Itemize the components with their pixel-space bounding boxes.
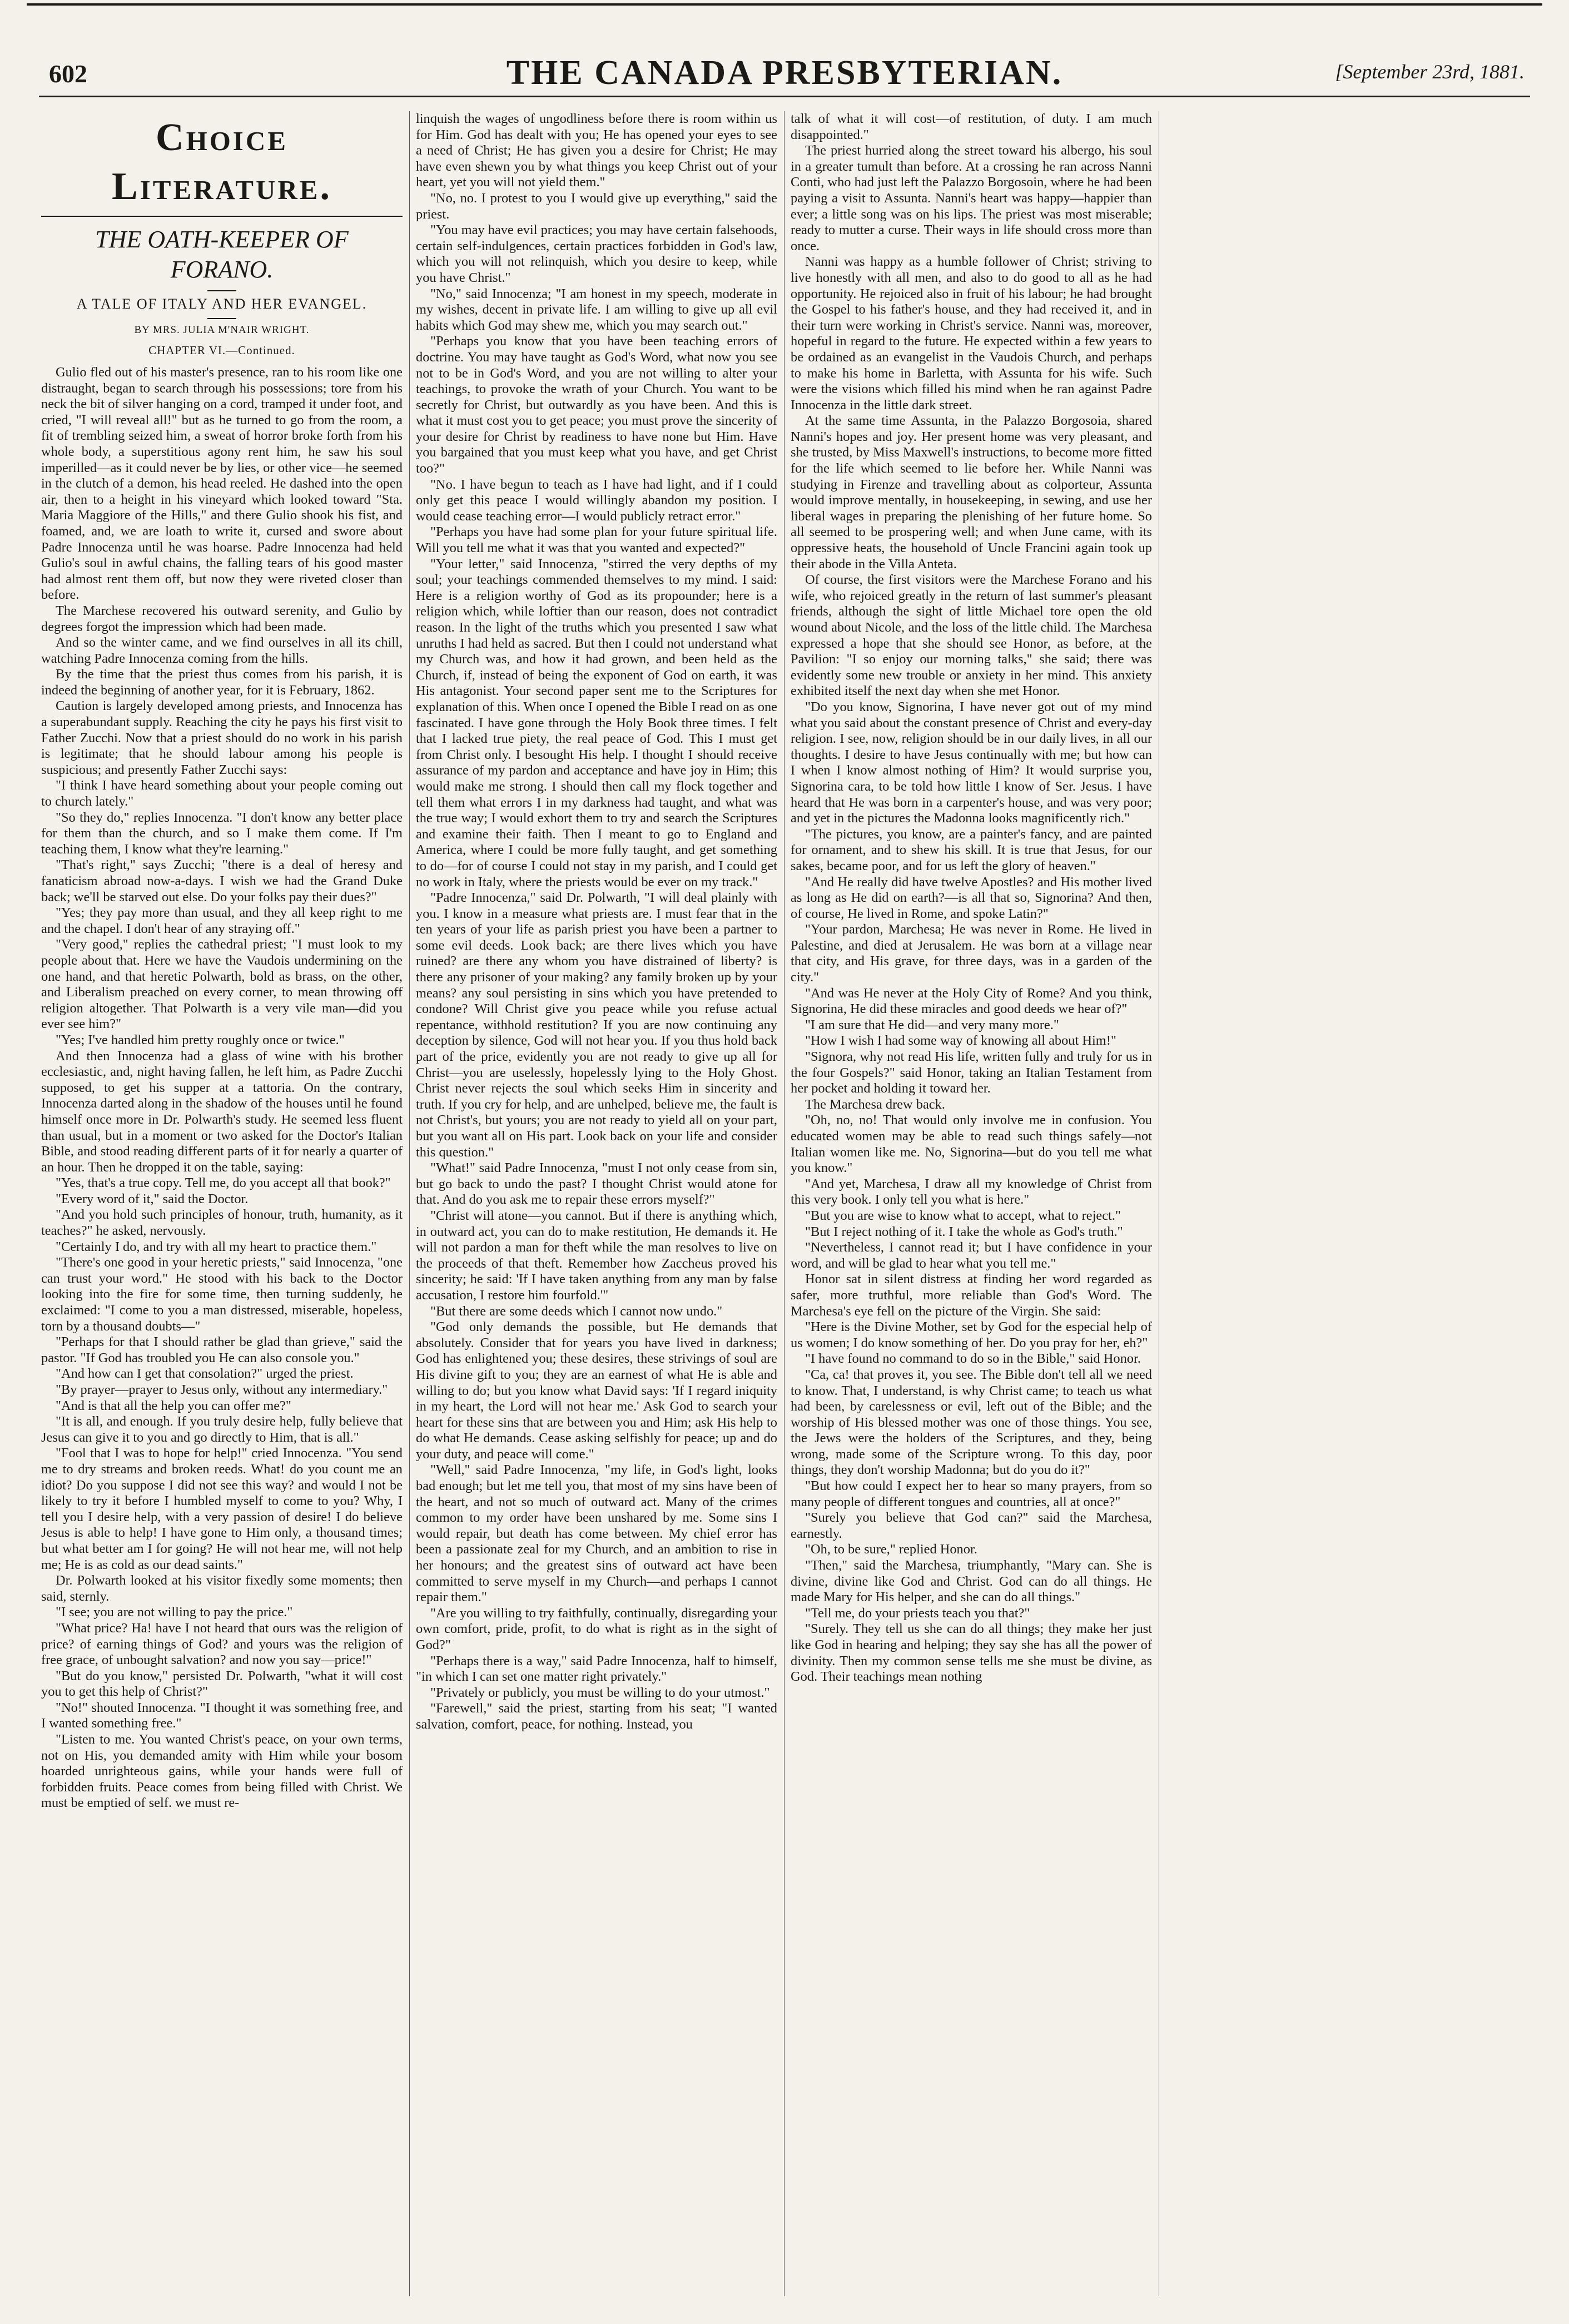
paragraph: "So they do," replies Innocenza. "I don't know any better place for them than the church, and so I make them come. If I'm teaching them, I know what they're learning." <box>41 810 403 857</box>
paragraph: "And yet, Marchesa, I draw all my knowledge of Christ from this very book. I only tell you what is here." <box>791 1176 1152 1208</box>
paragraph: Caution is largely developed among priests, and Innocenza has a superabundant supply. Reaching the city he pays his first visit to Father Zucchi. Now that a priest should do no work in his parish is legitimate; that he should labour among his people is suspicious; and presently Father Zucchi says: <box>41 698 403 777</box>
paragraph: "Padre Innocenza," said Dr. Polwarth, "I will deal plainly with you. I know in a measure what priests are. I must fear that in the ten years of your life as parish priest you have been a partner to some evil deeds. Look back; are there lives which you have ruined? are there any whom you have distrained of liberty? is there any prisoner of your making? any family broken up by your means? any soul persisting in sins which you have pretended to condone? Will Christ give you peace while you refuse actual repentance, withhold restitution? If you are now continuing any deception by silence, God will not hear you. If you thus hold back part of the price, evidently you are not ready to give up all for Christ—you are uselessly, hopelessly lying to the Holy Ghost. Christ never rejects the soul which seeks Him in sincerity and truth. If you cry for help, and are unhelped, believe me, the fault is not Christ's, but yours; you are not ready to yield all on your part, but you want all on His part. Look back on your life and consider this question." <box>416 890 777 1160</box>
paragraph: "Surely. They tell us she can do all things; they make her just like God in hearing and helping; they say she has all the power of divinity. Then my common sense tells me she must be divine, as God. Their teachings mean nothing <box>791 1621 1152 1685</box>
column-2-text <box>416 111 777 1733</box>
paragraph: Honor sat in silent distress at finding her word regarded as safer, more truthful, more reliable than God's Word. The Marchesa's eye fell on the picture of the Virgin. She said: <box>791 1272 1152 1319</box>
column-3 <box>791 111 1152 2296</box>
paragraph: "Yes, that's a true copy. Tell me, do you accept all that book?" <box>56 1175 391 1191</box>
paragraph: "But I reject nothing of it. I take the whole as God's truth." <box>805 1224 1123 1239</box>
masthead <box>39 53 1530 93</box>
paragraph: "What!" said Padre Innocenza, "must I not only cease from sin, but go back to undo the past? I thought Christ would atone for that. And do you ask me to repair these errors myself?" <box>416 1160 777 1208</box>
paragraph: "Oh, no, no! That would only involve me in confusion. You educated women may be able to read such things safely—not Italian women like me. No, Signorina—but do you tell me what you know." <box>791 1113 1152 1176</box>
column-1 <box>41 111 403 2296</box>
story-title: THE OATH-KEEPER OF FORANO. <box>95 226 349 283</box>
column-3-text <box>791 111 1152 1685</box>
paragraph: "You may have evil practices; you may have certain falsehoods, certain self-indulgences, certain practices forbidden in God's law, which you will not relinquish, which you desire to keep, while you have Christ." <box>416 222 777 285</box>
paragraph: "Fool that I was to hope for help!" cried Innocenza. "You send me to dry streams and broken reeds. What! do you count me an idiot? Do you suppose I did not see this way? and would I not be likely to try it before I humbled myself to come to you? Why, I tell you I desire help, with a very passion of desire! I do believe Jesus is able to help! I have gone to Him only, a thousand times; but what better am I for going? He will not hear me, will not help me; He is as cold as our dead saints." <box>41 1446 403 1572</box>
paragraph: "But you are wise to know what to accept, what to reject." <box>805 1208 1121 1223</box>
paragraph: "Yes; they pay more than usual, and they all keep right to me and the chapel. I don't hear of any straying off." <box>41 905 403 936</box>
paragraph: "Ca, ca! that proves it, you see. The Bible don't tell all we need to know. That, I understand, is why Christ came; to teach us what had been, by carelessness or evil, left out of the Bible; and the worship of His blessed mother was one of those things. You see, the Jews were the holders of the Scriptures, and they, being wrong, made some of the Scripture wrong. To this day, poor things, they don't worship Madonna; but do you do it?" <box>791 1367 1152 1478</box>
chapter-line: CHAPTER VI.—Continued. <box>148 344 295 357</box>
paragraph: "Certainly I do, and try with all my heart to practice them." <box>56 1239 377 1254</box>
paragraph: "No. I have begun to teach as I have had light, and if I could only get this peace I would willingly abandon my position. I would cease teaching error—I would publicly retract error." <box>416 476 777 524</box>
paragraph: Nanni was happy as a humble follower of Christ; striving to live honestly with all men, and also to do good to all as he had opportunity. He rejoiced also in fruit of his labour; he had brought the Gospel to his father's house, and they had received it, and in their turn were working in Christ's service. Nanni was, moreover, hopeful in regard to the future. He expected within a few years to be ordained as an evangelist in the Vaudois Church, and perhaps to make his home in Barletta, with Assunta for his wife. Such were the visions which filled his mind when he ran against Padre Innocenza in the little dark street. <box>791 254 1152 413</box>
paragraph: And then Innocenza had a glass of wine with his brother ecclesiastic, and, night having fallen, he left him, as Padre Zucchi supposed, to get his supper at a tattoria. On the contrary, Innocenza darted along in the shadow of the houses until he found himself once more in Dr. Polwarth's study. He seemed less fluent than usual, but in a moment or two asked for the Doctor's Italian Bible, and stood reading different parts of it for nearly a quarter of an hour. Then he dropped it on the table, saying: <box>41 1048 403 1175</box>
paragraph: "What price? Ha! have I not heard that ours was the religion of price? of earning things of God? and yours was the religion of free grace, of unbought salvation? and now you say—price!" <box>41 1620 403 1668</box>
paragraph: "Christ will atone—you cannot. But if there is anything which, in outward act, you can do to make restitution, He demands it. He will not pardon a man for theft while the man resolves to live on the proceeds of that theft. Remember how Zaccheus proved his sincerity; he said: 'If I have taken anything from any man by false accusation, I restore him fourfold.'" <box>416 1208 777 1303</box>
paragraph: talk of what it will cost—of restitution, of duty. I am much disappointed." <box>791 111 1152 142</box>
paragraph: "By prayer—prayer to Jesus only, without any intermediary." <box>56 1382 388 1397</box>
paragraph: "Farewell," said the priest, starting from his seat; "I wanted salvation, comfort, peace, for nothing. Instead, you <box>416 1701 777 1732</box>
newspaper-title: THE CANADA PRESBYTERIAN. <box>506 54 1063 92</box>
paragraph: "That's right," says Zucchi; "there is a deal of heresy and fanaticism abroad now-a-days. I wish we had the Grand Duke back; we'll be starved out else. Do your folks pay their dues?" <box>41 857 403 905</box>
paragraph: "Yes; I've handled him pretty roughly once or twice." <box>56 1032 345 1047</box>
story-subtitle: A TALE OF ITALY AND HER EVANGEL. <box>76 296 368 312</box>
paragraph: "And is that all the help you can offer me?" <box>56 1398 291 1413</box>
paragraph: Dr. Polwarth looked at his visitor fixedly some moments; then said, sternly. <box>41 1573 403 1604</box>
column-divider <box>409 111 410 2296</box>
paragraph: "Signora, why not read His life, written fully and truly for us in the four Gospels?" said Honor, taking an Italian Testament from her pocket and holding it toward her. <box>791 1049 1152 1096</box>
paragraph: "Your pardon, Marchesa; He was never in Rome. He lived in Palestine, and died at Jerusalem. He was born at a village near that city, and His grave, for three days, was in a garden of the city." <box>791 922 1152 985</box>
paragraph: "Surely you believe that God can?" said the Marchesa, earnestly. <box>791 1510 1152 1541</box>
paragraph: The priest hurried along the street toward his albergo, his soul in a greater tumult than before. At a crossing he ran across Nanni Conti, who had just left the Palazzo Borgosoin, where he had been paying a visit to Assunta. Nanni's heart was happy—happier than ever; a little song was on his lips. The priest was most miserable; ready to mutter a curse. Their ways in life should cross more than once. <box>791 143 1152 254</box>
paragraph: "Perhaps you have had some plan for your future spiritual life. Will you tell me what it was that you wanted and expected?" <box>416 524 777 556</box>
page-columns <box>41 111 1528 2296</box>
subtitle-dash <box>207 318 236 319</box>
paragraph: "Your letter," said Innocenza, "stirred the very depths of my soul; your teachings commended themselves to my mind. I said: Here is a religion worthy of God as its propounder; here is a religion which, while loftier than our reason, does not contradict reason. In the light of the truths which you presented I saw what unruths I had held as sacred. But then I could not understand what my Church was, and how it had grown, and been held as the Church, if, instead of being the exponent of God on earth, it was His antagonist. Your second paper sent me to the Scriptures for explanation of this. When once I opened the Bible I read on as one fascinated. I have gone through the Holy Book three times. I felt that I lacked true piety, the real peace of God. This I must get from Christ only. I besought His help. I thought I should receive assurance of my pardon and acceptance and have joy in Him; this would make me strong. I should then call my flock together and tell them what errors I in my darkness had taught, and what was the true way; I would exhort them to try and search the Scriptures and examine their faith. Then I meant to go to England and America, where I could be more fully taught, and get something to do—for of course I could not stay in my parish, and I could get no work in Italy, where the priests would be ever on my track." <box>416 556 777 890</box>
paragraph: "Privately or publicly, you must be willing to do your utmost." <box>430 1685 770 1700</box>
paragraph: "I have found no command to do so in the Bible," said Honor. <box>805 1351 1141 1367</box>
paragraph: "No," said Innocenza; "I am honest in my speech, moderate in my wishes, decent in private life. I am willing to give up all evil habits which God may shew me, which you may search out." <box>416 286 777 333</box>
paragraph: "I am sure that He did—and very many more." <box>805 1017 1059 1032</box>
paragraph: "How I wish I had some way of knowing all about Him!" <box>805 1033 1116 1049</box>
paragraph: "And He really did have twelve Apostles? and His mother lived as long as He did on earth?—is all that so, Signorina? And then, of course, He lived in Rome, and spoke Latin?" <box>791 874 1152 921</box>
column-2 <box>416 111 777 2296</box>
paragraph: The Marchese recovered his outward serenity, and Gulio by degrees forgot the impression which had been made. <box>41 603 403 634</box>
column-1-text <box>41 365 403 1811</box>
paragraph: "Are you willing to try faithfully, continually, disregarding your own comfort, pride, profit, to do what is right as in the sight of God?" <box>416 1605 777 1652</box>
paragraph: "Well," said Padre Innocenza, "my life, in God's light, looks bad enough; but let me tell you, that most of my sins have been of the heart, and not so much of outward act. Many of the crimes common to my order have been unshared by me. Some sins I would repair, but death has come between. My chief error has been a passionate zeal for my Church, and an ambition to rise in her honours; and the greatest sins of outward act have been committed to serve myself in my Church—and perhaps I cannot repair them." <box>416 1462 777 1605</box>
paragraph: "Perhaps you know that you have been teaching errors of doctrine. You may have taught as God's Word, what now you see not to be in God's Word, and you are not willing to alter your teachings, to provoke the wrath of your Church. You want to be secretly for Christ, but outwardly as you have been. And this is what it must cost you to get peace; you must prove the sincerity of your desire for Christ by readiness to have none but Him. Have you bargained that you must keep what you have, and get Christ too?" <box>416 334 777 476</box>
issue-date: [September 23rd, 1881. <box>1335 61 1525 83</box>
paragraph: "Listen to me. You wanted Christ's peace, on your own terms, not on His, you demanded amity with Him while your bosom hoarded unrighteous gains, while your hands were full of forbidden fruits. Peace comes from being filled with Christ. We must be emptied of self. we must re- <box>41 1732 403 1811</box>
paragraph: "It is all, and enough. If you truly desire help, fully believe that Jesus can give it to you and go directly to Him, that is all." <box>41 1414 403 1445</box>
title-dash <box>207 290 236 291</box>
paragraph: "No!" shouted Innocenza. "I thought it was something free, and I wanted something free." <box>41 1700 403 1731</box>
paragraph: "There's one good in your heretic priests," said Innocenza, "one can trust your word." He stood with his back to the Doctor looking into the fire for some time, then turning suddenly, he exclaimed: "I come to you a man distressed, miserable, hopeless, torn by a thousand doubts—" <box>41 1255 403 1334</box>
paragraph: At the same time Assunta, in the Palazzo Borgosoia, shared Nanni's hopes and joy. Her present home was very pleasant, and she trusted, by Miss Maxwell's instructions, to become more fitted for the life which seemed to lie before her. While Nanni was studying in Firenze and travelling about as colporteur, Assunta would improve mentally, in housekeeping, in sewing, and use her liberal wages in preparing the plenishing of her future home. So all seemed to be prospering well; and when June came, with its oppressive heats, the household of Uncle Francini again took up their abode in the Villa Anteta. <box>791 413 1152 572</box>
paragraph: "I see; you are not willing to pay the price." <box>56 1605 293 1620</box>
section-heading: Choice Literature. <box>41 113 403 217</box>
paragraph: "But do you know," persisted Dr. Polwarth, "what it will cost you to get this help of Christ?" <box>41 1668 403 1700</box>
paragraph: "The pictures, you know, are a painter's fancy, and are painted for ornament, and to shew his skill. It is true that Jesus, for our sakes, became poor, and for us left the glory of heaven." <box>791 826 1152 873</box>
paragraph: "Tell me, do your priests teach you that?" <box>805 1605 1030 1621</box>
header-rule <box>39 96 1530 97</box>
author-line: BY MRS. JULIA M'NAIR WRIGHT. <box>134 324 310 336</box>
paragraph: Gulio fled out of his master's presence, ran to his room like one distraught, began to search through his possessions; tore from his neck the bit of silver hanging on a cord, tramped it under foot, and cried, "I will reveal all!" but as he turned to go from the room, a fit of trembling seized him, a sweat of horror broke forth from his whole body, a superstitious agony rent him, he saw his soul imperilled—as it could never be by lies, or other vice—he seemed in the clutch of a demon, his head reeled. He dashed into the open air, then to a height in his vineyard which looked toward "Sta. Maria Maggiore of the Hills," and there Gulio shook his fist, and foamed, and, we are loath to write it, cursed and swore about Padre Innocenza until he was hoarse. Padre Innocenza had held Gulio's soul in awful chains, the falling tears of his good master had almost rent them off, but now they were riveted closer than before. <box>41 365 403 603</box>
paragraph: "But there are some deeds which I cannot now undo." <box>430 1303 723 1319</box>
paragraph: "Every word of it," said the Doctor. <box>56 1191 249 1206</box>
paragraph: "Nevertheless, I cannot read it; but I have confidence in your word, and will be glad to hear what you tell me." <box>791 1240 1152 1271</box>
paragraph: "Perhaps there is a way," said Padre Innocenza, half to himself, "in which I can set one matter right privately." <box>416 1653 777 1685</box>
paragraph: "Here is the Divine Mother, set by God for the especial help of us women; I do know something of her. Do you pray for her, eh?" <box>791 1319 1152 1350</box>
paragraph: linquish the wages of ungodliness before there is room within us for Him. God has dealt with you; He has opened your eyes to see a need of Christ; He has given you a desire for Christ; He may have even shewn you by what things you keep Christ out of your heart, yet you will not yield them." <box>416 111 777 190</box>
paragraph: "Perhaps for that I should rather be glad than grieve," said the pastor. "If God has troubled you He can also console you." <box>41 1334 403 1365</box>
paragraph: "And you hold such principles of honour, truth, humanity, as it teaches?" he asked, nervously. <box>41 1207 403 1239</box>
paragraph: "No, no. I protest to you I would give up everything," said the priest. <box>416 190 777 222</box>
paragraph: "Oh, to be sure," replied Honor. <box>805 1542 977 1557</box>
paragraph: "God only demands the possible, but He demands that absolutely. Consider that for years you have lived in darkness; God has enlightened you; these desires, these strivings of soul are His divine gift to you; they are an earnest of what He is able and willing to do; but you know what David says: 'If I regard iniquity in my heart, the Lord will not hear me.' Ask God to search your heart for these sins that are between you and Him; ask His help to do what He demands. Cease asking selfishly for peace; up and do your duty, and peace will come." <box>416 1319 777 1462</box>
column-4 <box>1165 111 1527 2296</box>
page-number: 602 <box>49 59 87 88</box>
paragraph: "And how can I get that consolation?" urged the priest. <box>56 1366 354 1382</box>
top-rule <box>27 3 1542 6</box>
paragraph: "Do you know, Signorina, I have never got out of my mind what you said about the constant presence of Christ and every-day religion. I see, now, religion should be in our daily lives, in all our thoughts. I desire to have Jesus continually with me; but how can I when I know almost nothing of Him? It would surprise you, Signorina cara, to be told how little I know of Ser. Jesus. I have heard that He was born in a carpenter's house, and was very poor; and yet in the pictures the Madonna looks magnificently rich." <box>791 699 1152 826</box>
paragraph: "And was He never at the Holy City of Rome? And you think, Signorina, He did these miracles and good deeds we hear of?" <box>791 985 1152 1017</box>
paragraph: "Very good," replies the cathedral priest; "I must look to my people about that. Here we have the Vaudois undermining on the one hand, and that heretic Polwarth, bold as brass, on the other, and Liberalism preached on every corner, to mean throwing off religion altogether. That Polwarth is a very vile man—did you ever see him?" <box>41 937 403 1032</box>
paragraph: And so the winter came, and we find ourselves in all its chill, watching Padre Innocenza coming from the hills. <box>41 635 403 666</box>
paragraph: By the time that the priest thus comes from his parish, it is indeed the beginning of another year, for it is February, 1862. <box>41 667 403 698</box>
paragraph: "Then," said the Marchesa, triumphantly, "Mary can. She is divine, divine like God and Christ. God can do all things. He made Mary for His helper, and she can do all things." <box>791 1558 1152 1605</box>
paragraph: Of course, the first visitors were the Marchese Forano and his wife, who rejoiced greatly in the return of last summer's pleasant friends, although the sight of little Michael tore open the old wound about Nicole, and the loss of the little child. The Marchesa expressed a hope that she should see Honor, as before, at the Pavilion: "I so enjoy our morning talks," she said; there was evidently some new trouble or anxiety in her mind. This anxiety exhibited itself the next day when she met Honor. <box>791 572 1152 699</box>
paragraph: "I think I have heard something about your people coming out to church lately." <box>41 778 403 810</box>
paragraph: "But how could I expect her to hear so many prayers, from so many people of different tongues and countries, all at once?" <box>791 1478 1152 1509</box>
paragraph: The Marchesa drew back. <box>805 1096 945 1112</box>
